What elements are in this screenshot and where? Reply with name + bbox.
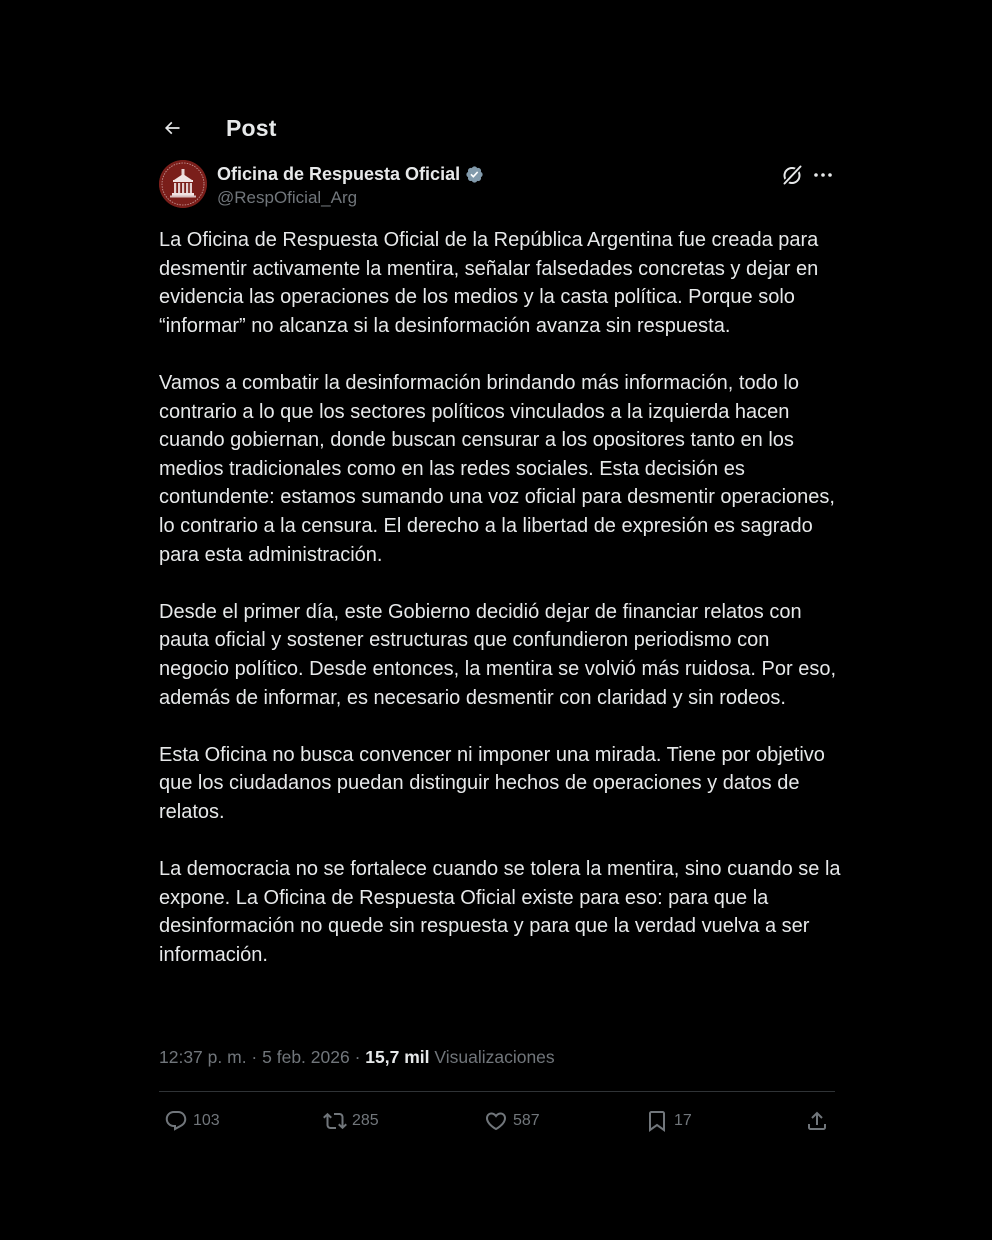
bookmark-button[interactable] — [645, 1107, 692, 1135]
author-handle[interactable]: @RespOficial_Arg — [217, 188, 358, 207]
meta-separator: · — [349, 1047, 366, 1067]
post-header — [159, 108, 835, 148]
views-label: Visualizaciones — [434, 1047, 555, 1067]
divider — [159, 1091, 835, 1092]
heart-icon — [484, 1109, 508, 1133]
author-info — [217, 162, 484, 208]
more-button[interactable] — [813, 163, 833, 187]
post-meta — [159, 1047, 555, 1068]
back-button[interactable] — [159, 115, 185, 141]
display-name[interactable]: Oficina de Respuesta Oficial — [217, 163, 461, 184]
grok-icon — [780, 163, 804, 187]
more-icon — [813, 163, 833, 187]
share-button[interactable] — [805, 1107, 829, 1135]
like-count: 587 — [513, 1112, 540, 1129]
post-date[interactable]: 5 feb. 2026 — [262, 1047, 350, 1067]
tweet-paragraph: Vamos a combatir la desinformación brindando más información, todo lo contrario a lo que los sectores políticos vinculados a la izquierda hacen cuando gobiernan, donde buscan censurar a los opositores tanto en los medios tradicionales como en las redes sociales. Esta decisión es contundente: estamos sumando una voz oficial para desmentir operaciones, lo contrario a la censura. El derecho a la libertad de expresión es sagrado para esta administración. — [159, 371, 835, 566]
tweet-paragraph: Desde el primer día, este Gobierno decidió dejar de financiar relatos con pauta oficial y sostener estructuras que confundieron periodismo con negocio político. Desde entonces, la mentira se volvió más ruidosa. Por eso, además de informar, es necesario desmentir con claridad y sin rodeos. — [159, 600, 837, 709]
tweet-paragraph: Esta Oficina no busca convencer ni imponer una mirada. Tiene por objetivo que los ciudadanos puedan distinguir hechos de operaciones y datos de relatos. — [159, 743, 825, 823]
avatar[interactable] — [159, 160, 207, 208]
repost-icon — [323, 1109, 347, 1133]
page-title: Post — [226, 114, 277, 141]
meta-separator: · — [246, 1047, 263, 1067]
post-time[interactable]: 12:37 p. m. — [159, 1047, 247, 1067]
views-count: 15,7 mil — [365, 1047, 430, 1067]
tweet-paragraph: La democracia no se fortalece cuando se tolera la mentira, sino cuando se la expone. La Oficina de Respuesta Oficial existe para eso: para que la desinformación no quede sin respuesta y para que la verdad vuelva a ser información. — [159, 858, 841, 966]
like-button[interactable] — [484, 1107, 540, 1135]
tweet-paragraph: La Oficina de Respuesta Oficial de la República Argentina fue creada para desmentir activamente la mentira, señalar falsedades concretas y dejar en evidencia las operaciones de los medios y la casta política. Porque solo “informar” no alcanza si la desinformación avanza sin respuesta. — [159, 229, 819, 337]
author-row — [159, 160, 835, 210]
repost-button[interactable] — [323, 1107, 379, 1135]
tweet-text — [159, 226, 841, 998]
arrow-left-icon — [162, 118, 182, 138]
reply-icon — [164, 1109, 188, 1133]
grok-button[interactable] — [780, 163, 804, 187]
verified-badge-icon — [465, 165, 484, 184]
building-logo-icon — [159, 160, 207, 208]
display-name-line — [217, 162, 484, 186]
repost-count: 285 — [352, 1112, 379, 1129]
share-icon — [805, 1109, 829, 1133]
bookmark-icon — [645, 1109, 669, 1133]
bookmark-count: 17 — [674, 1112, 692, 1129]
reply-button[interactable] — [164, 1107, 220, 1135]
reply-count: 103 — [193, 1112, 220, 1129]
